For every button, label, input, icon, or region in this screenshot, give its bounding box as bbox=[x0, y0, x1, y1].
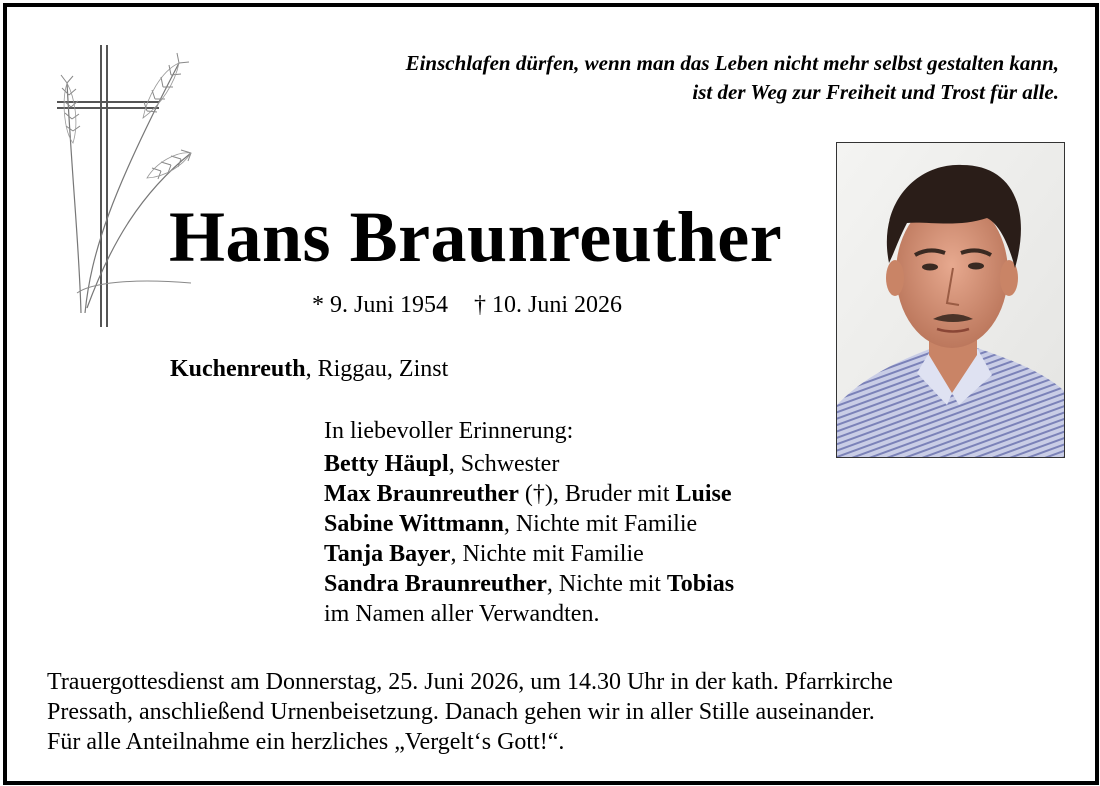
mourner-line bbox=[324, 539, 734, 569]
mourner-line bbox=[324, 449, 734, 479]
life-dates bbox=[312, 290, 622, 320]
mourner-relation: (†), Bruder mit bbox=[518, 481, 676, 507]
mourner-line bbox=[324, 509, 734, 539]
obituary-notice bbox=[3, 3, 1099, 785]
deceased-name: Hans Braunreuther bbox=[169, 197, 783, 277]
memory-heading: In liebevoller Erinnerung: bbox=[324, 418, 574, 444]
service-line-3: Für alle Anteilnahme ein herzliches „Vergelt‘s Gott!“. bbox=[47, 729, 565, 755]
portrait-photo bbox=[836, 142, 1065, 458]
service-line-2: Pressath, anschließend Urnenbeisetzung. Danach gehen wir in aller Stille auseinander. bbox=[47, 699, 875, 725]
mourner-relation: , Nichte mit Familie bbox=[503, 511, 698, 537]
place-main: Kuchenreuth bbox=[170, 356, 306, 382]
mourner-partner: Tobias bbox=[666, 571, 735, 597]
cross-with-wheat-icon bbox=[51, 43, 201, 333]
service-line-1: Trauergottesdienst am Donnerstag, 25. Juni 2026, um 14.30 Uhr in der kath. Pfarrkirche bbox=[47, 669, 893, 695]
mourner-name: Betty Häupl bbox=[324, 451, 449, 477]
motto-quote bbox=[239, 49, 1059, 107]
mourners-list bbox=[324, 416, 734, 629]
death-date: † 10. Juni 2026 bbox=[474, 292, 623, 318]
mourner-name: Tanja Bayer bbox=[324, 541, 451, 567]
place-others: , Riggau, Zinst bbox=[305, 356, 449, 382]
closing-line: im Namen aller Verwandten. bbox=[324, 601, 600, 627]
mourner-relation: , Nichte mit bbox=[546, 571, 667, 597]
mourner-name: Max Braunreuther bbox=[324, 481, 519, 507]
mourner-relation: , Schwester bbox=[448, 451, 560, 477]
mourner-relation: , Nichte mit Familie bbox=[450, 541, 644, 567]
funeral-service-info bbox=[47, 667, 1067, 757]
mourner-line bbox=[324, 569, 734, 599]
mourner-name: Sabine Wittmann bbox=[324, 511, 504, 537]
motto-line-1: Einschlafen dürfen, wenn man das Leben nicht mehr selbst gestalten kann, bbox=[405, 51, 1059, 75]
motto-line-2: ist der Weg zur Freiheit und Trost für alle. bbox=[692, 80, 1059, 104]
places bbox=[170, 354, 448, 384]
birth-date: * 9. Juni 1954 bbox=[312, 292, 449, 318]
mourner-partner: Luise bbox=[675, 481, 732, 507]
mourner-line bbox=[324, 479, 734, 509]
mourner-line bbox=[324, 599, 734, 629]
mourner-name: Sandra Braunreuther bbox=[324, 571, 547, 597]
